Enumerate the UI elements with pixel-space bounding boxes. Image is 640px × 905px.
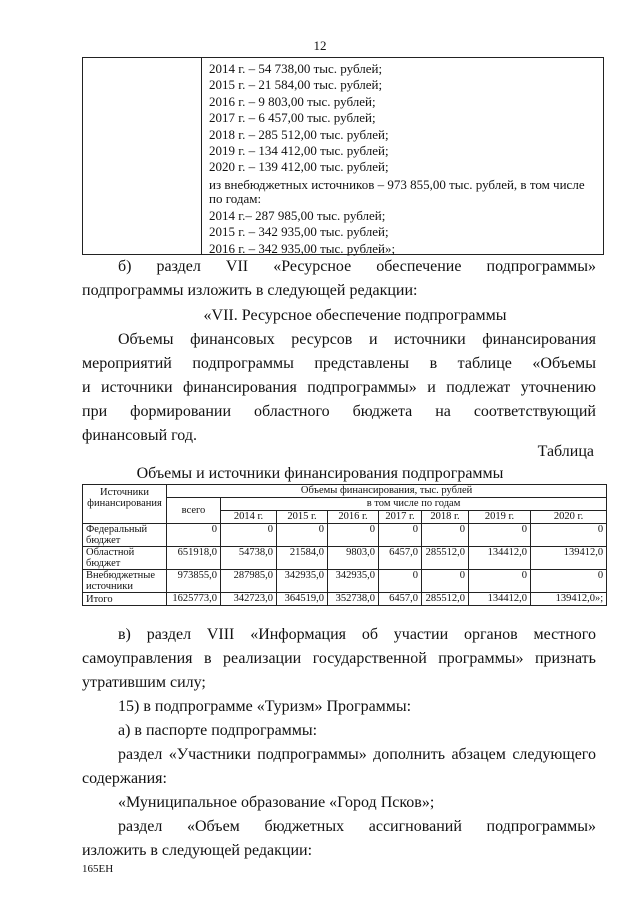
word: VIII <box>206 626 235 643</box>
para-b-line1 <box>118 258 596 276</box>
cell: 1625773,0 <box>167 593 221 606</box>
para-volumes-line4 <box>82 403 596 421</box>
word: раздел <box>156 258 201 275</box>
word: абзацем <box>451 746 506 763</box>
word: подпрограммы» <box>257 746 367 763</box>
para-volumes-line1 <box>118 331 596 349</box>
cell: 6457,0 <box>379 547 422 570</box>
item-a: а) в паспорте подпрограммы: <box>118 722 318 739</box>
table-label: Таблица <box>537 443 594 460</box>
funding-line: 2016 г. – 342 935,00 тыс. рублей»; <box>209 240 396 256</box>
table-title: Объемы и источники финансирования подпрограммы <box>136 465 504 482</box>
row-name: Областной бюджет <box>83 547 167 570</box>
word: ассигнований <box>368 818 462 835</box>
cell: 0 <box>277 524 328 547</box>
passport-table-fragment <box>82 57 604 255</box>
cell: 9803,0 <box>328 547 379 570</box>
funding-line: 2016 г. – 9 803,00 тыс. рублей; <box>209 93 376 109</box>
cell: 342935,0 <box>328 570 379 593</box>
word: раздел <box>118 818 163 835</box>
extrabudget-line: из внебюджетных источников – 973 855,00 тыс. рублей, в том числе по годам: <box>209 176 585 206</box>
table-divider <box>201 58 202 254</box>
word: признать <box>534 650 596 667</box>
funding-line: 2018 г. – 285 512,00 тыс. рублей; <box>209 126 389 142</box>
word: и <box>368 331 378 348</box>
para-volumes-line5: финансовый год. <box>82 427 197 444</box>
para-volume-line2: изложить в следующей редакции: <box>82 842 313 859</box>
para-volumes-line2 <box>82 355 596 373</box>
header-year: 2015 г. <box>277 511 328 524</box>
word: бюджета <box>352 403 413 420</box>
word: Объемы <box>118 331 174 348</box>
word: и <box>82 379 91 396</box>
word: об <box>361 626 378 643</box>
table-row <box>83 524 607 547</box>
para-volumes-line3 <box>82 379 596 397</box>
cell: 0 <box>328 524 379 547</box>
table-row <box>83 570 607 593</box>
funding-line: 2014 г.– 287 985,00 тыс. рублей; <box>209 207 386 223</box>
word: бюджетных <box>264 818 345 835</box>
cell: 0 <box>221 524 277 547</box>
word: соответствующий <box>473 403 596 420</box>
row-name: Итого <box>83 593 167 606</box>
funding-line: 2017 г. – 6 457,00 тыс. рублей; <box>209 110 376 126</box>
header-by-year: в том числе по годам <box>221 498 607 511</box>
word: самоуправления <box>82 650 193 667</box>
cell: 342723,0 <box>221 593 277 606</box>
word: в) <box>118 626 131 643</box>
word: подлежат <box>446 379 511 396</box>
word: «Информация <box>250 626 347 643</box>
word: следующего <box>512 746 596 763</box>
word: при <box>82 403 108 420</box>
cell: 342935,0 <box>277 570 328 593</box>
quote-municipal: «Муниципальное образование «Город Псков»; <box>118 794 435 811</box>
word: раздел <box>118 746 163 763</box>
funding-line: 2015 г. – 342 935,00 тыс. рублей; <box>209 224 389 240</box>
cell: 0 <box>531 524 607 547</box>
word: ресурсов <box>291 331 353 348</box>
page-number: 12 <box>313 38 327 53</box>
cell: 134412,0 <box>469 547 531 570</box>
word: финансирования <box>482 331 596 348</box>
cell: 0 <box>379 570 422 593</box>
funding-line: 2019 г. – 134 412,00 тыс. рублей; <box>209 143 389 159</box>
word: участии <box>393 626 449 643</box>
word: «Объем <box>187 818 240 835</box>
cell: 973855,0 <box>167 570 221 593</box>
financing-table <box>82 484 607 606</box>
para-volume-line1 <box>118 818 596 836</box>
table-row <box>83 547 607 570</box>
word: в <box>203 650 212 667</box>
cell: 0 <box>469 524 531 547</box>
row-name: Внебюджетные источники <box>83 570 167 593</box>
header-volumes: Объемы финансирования, тыс. рублей <box>167 485 607 498</box>
word: подпрограммы» <box>486 818 596 835</box>
para-participants-line1 <box>118 746 596 764</box>
cell: 0 <box>422 524 469 547</box>
word: финансирования <box>183 379 297 396</box>
cell: 139412,0»; <box>531 593 607 606</box>
funding-line: 2015 г. – 21 584,00 тыс. рублей; <box>209 77 383 93</box>
word: формировании <box>130 403 232 420</box>
word: государственной <box>312 650 427 667</box>
word: таблице <box>457 355 512 372</box>
word: в <box>429 355 438 372</box>
header-year: 2019 г. <box>469 511 531 524</box>
word: органов <box>463 626 518 643</box>
para-v-line2 <box>82 650 596 668</box>
word: дополнить <box>373 746 446 763</box>
word: и <box>427 379 436 396</box>
word: «Ресурсное <box>273 258 352 275</box>
cell: 364519,0 <box>277 593 328 606</box>
cell: 352738,0 <box>328 593 379 606</box>
header-year: 2020 г. <box>531 511 607 524</box>
word: VII <box>225 258 249 275</box>
word: подпрограммы <box>192 355 294 372</box>
word: подпрограммы» <box>486 258 596 275</box>
cell: 285512,0 <box>422 593 469 606</box>
word: мероприятий <box>82 355 172 372</box>
word: источники <box>394 331 466 348</box>
cell: 139412,0 <box>531 547 607 570</box>
header-sources: Источники финансирования <box>83 485 167 524</box>
header-year: 2016 г. <box>328 511 379 524</box>
word: на <box>435 403 451 420</box>
word: обеспечение <box>376 258 462 275</box>
cell: 6457,0 <box>379 593 422 606</box>
word: местного <box>533 626 596 643</box>
word: «Объемы <box>532 355 596 372</box>
word: представлены <box>314 355 410 372</box>
word: реализации <box>223 650 302 667</box>
cell: 21584,0 <box>277 547 328 570</box>
word: б) <box>118 258 132 275</box>
header-year: 2014 г. <box>221 511 277 524</box>
row-name: Федеральный бюджет <box>83 524 167 547</box>
cell: 285512,0 <box>422 547 469 570</box>
word: подпрограммы» <box>307 379 417 396</box>
cell: 134412,0 <box>469 593 531 606</box>
word: «Участники <box>168 746 251 763</box>
cell: 0 <box>422 570 469 593</box>
item-15: 15) в подпрограмме «Туризм» Программы: <box>118 698 412 715</box>
funding-line: 2014 г. – 54 738,00 тыс. рублей; <box>209 61 383 76</box>
cell: 0 <box>167 524 221 547</box>
header-year: 2017 г. <box>379 511 422 524</box>
cell: 0 <box>379 524 422 547</box>
funding-lines <box>209 61 597 257</box>
table-row-total <box>83 593 607 606</box>
para-v-line1 <box>118 626 596 644</box>
cell: 287985,0 <box>221 570 277 593</box>
word: источники <box>101 379 173 396</box>
word: раздел <box>146 626 192 643</box>
footer-code: 165ЕН <box>82 863 114 875</box>
word: областного <box>253 403 330 420</box>
cell: 54738,0 <box>221 547 277 570</box>
para-v-line3: утратившим силу; <box>82 674 206 691</box>
cell: 651918,0 <box>167 547 221 570</box>
header-total: всего <box>167 498 221 524</box>
cell: 0 <box>469 570 531 593</box>
funding-line: 2020 г. – 139 412,00 тыс. рублей; <box>209 159 389 175</box>
para-b-line2: подпрограммы изложить в следующей редакции: <box>82 282 418 299</box>
word: финансовых <box>190 331 275 348</box>
word: уточнению <box>520 379 596 396</box>
header-year: 2018 г. <box>422 511 469 524</box>
word: программы» <box>438 650 524 667</box>
section-title: «VII. Ресурсное обеспечение подпрограммы <box>203 307 507 324</box>
cell: 0 <box>531 570 607 593</box>
table-header-row <box>83 485 607 498</box>
para-participants-line2: содержания: <box>82 770 167 787</box>
